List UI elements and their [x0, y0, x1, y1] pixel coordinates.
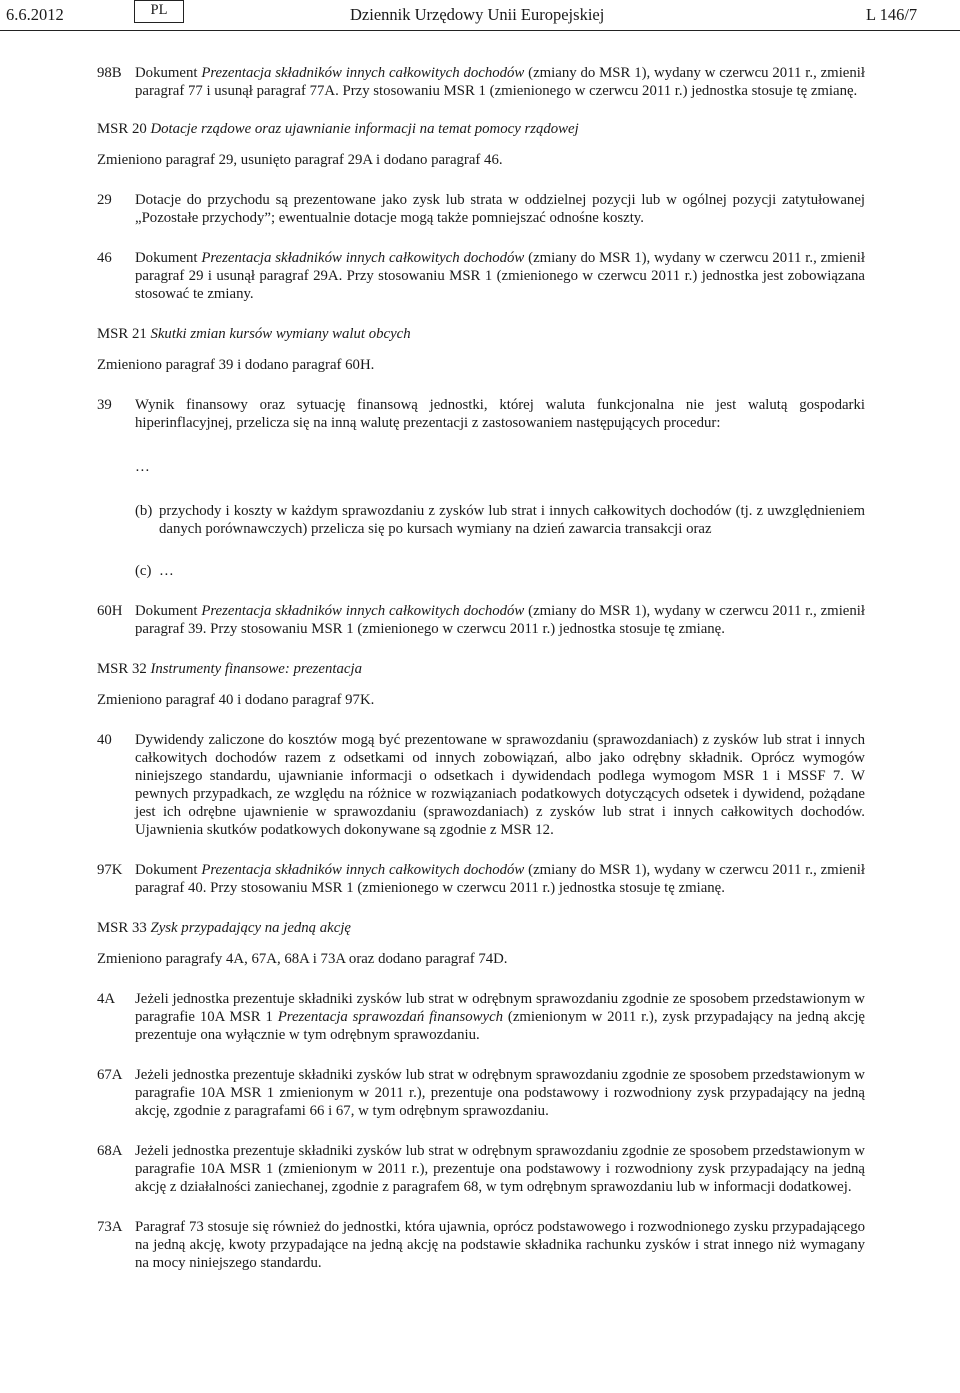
paragraph-text: [135, 602, 865, 638]
paragraph-number: 39: [97, 397, 112, 413]
paragraph-40: [97, 731, 865, 839]
paragraph-67a: [97, 1066, 865, 1120]
paragraph-98b: [97, 64, 865, 100]
paragraph-text: Wynik finansowy oraz sytuację finansową jednostki, której waluta funkcjonalna nie jest walutą gospodarki hiperinflacyjnej, przelicza się na inną walutę prezentacji z zastosowaniem następujących procedur:: [135, 397, 865, 431]
paragraph-60h: [97, 602, 865, 638]
paragraph-text: [135, 64, 865, 100]
indent-spacer: [97, 502, 135, 538]
language-box: PL: [134, 0, 184, 23]
paragraph-text: [135, 990, 865, 1044]
paragraph-46: [97, 249, 865, 303]
header-rule: [0, 30, 960, 31]
paragraph-73a: [97, 1218, 865, 1272]
paragraph-number: 60H: [97, 603, 123, 619]
paragraph-68a: [97, 1142, 865, 1196]
list-label: (b): [135, 503, 153, 519]
paragraph-number: 68A: [97, 1143, 123, 1159]
text-run: Dokument: [135, 862, 202, 878]
standard-code: MSR 21: [97, 326, 147, 342]
indent-spacer: [97, 562, 135, 580]
standard-title: Skutki zmian kursów wymiany walut obcych: [150, 326, 411, 342]
section-intro: Zmieniono paragraf 40 i dodano paragraf 97K.: [97, 692, 375, 708]
list-label: (c): [135, 563, 152, 579]
standard-code: MSR 20: [97, 121, 147, 137]
paragraph-number: 73A: [97, 1219, 123, 1235]
section-heading-msr21: [97, 325, 865, 343]
text-run: Jeżeli jednostka prezentuje składniki zysków lub strat w odrębnym sprawozdaniu zgodnie ze sposobem przedstawionym w paragrafie 10A MSR 1: [135, 991, 865, 1025]
paragraph-text: Jeżeli jednostka prezentuje składniki zysków lub strat w odrębnym sprawozdaniu zgodnie ze sposobem przedstawionym w paragrafie 10A MSR 1 (zmienionym w 2011 r.), prezentuje ona podstawowy i rozwodniony zysk przypadający na jedną akcję z działalności zaniechanej, zgodnie z paragrafem 68, w tym odrębnym sprawozdaniu lub w informacji dodatkowej.: [135, 1143, 865, 1195]
text-run: (zmienionym w 2011 r.), zysk przypadający na jedną akcję prezentuje ona wyłącznie w tym odrębnym sprawozdaniu.: [135, 1009, 865, 1043]
document-body: [97, 64, 865, 1272]
document-title-italic: Prezentacja składników innych całkowitych dochodów: [201, 603, 525, 619]
list-item: [135, 562, 865, 580]
paragraph-text: [135, 249, 865, 303]
paragraph-97k: [97, 861, 865, 897]
text-run: Dokument: [135, 603, 202, 619]
text-run: Dokument: [135, 65, 202, 81]
standard-code: MSR 32: [97, 661, 147, 677]
list-text: …: [159, 563, 174, 579]
paragraph-39: [97, 396, 865, 432]
section-heading-msr32: [97, 660, 865, 678]
list-item-row: [135, 502, 865, 538]
document-title-italic: Prezentacja składników innych całkowitych dochodów: [201, 862, 525, 878]
standard-title: Zysk przypadający na jedną akcję: [150, 920, 351, 936]
page-number: L 146/7: [866, 5, 918, 24]
paragraph-text: [135, 861, 865, 897]
document-title-italic: Prezentacja sprawozdań finansowych: [277, 1009, 504, 1025]
section-heading-msr20: [97, 120, 865, 138]
paragraph-number: 4A: [97, 991, 116, 1007]
text-run: (zmiany do MSR 1), wydany w czerwcu 2011 r., zmienił paragraf 40. Przy stosowaniu MSR 1 (zmienionego w czerwcu 2011 r.) jednostka stosuje tę zmianę.: [135, 862, 865, 896]
standard-code: MSR 33: [97, 920, 147, 936]
ellipsis: …: [135, 459, 150, 475]
standard-title: Dotacje rządowe oraz ujawnianie informacji na temat pomocy rządowej: [150, 121, 579, 137]
journal-title: Dziennik Urzędowy Unii Europejskiej: [350, 5, 605, 24]
text-run: Dokument: [135, 250, 202, 266]
paragraph-39-item-c: [97, 562, 865, 580]
section-intro: Zmieniono paragrafy 4A, 67A, 68A i 73A oraz dodano paragraf 74D.: [97, 951, 508, 967]
page-header: [0, 0, 960, 28]
paragraph-number: 98B: [97, 65, 122, 81]
standard-title: Instrumenty finansowe: prezentacja: [150, 661, 362, 677]
paragraph-number: 97K: [97, 862, 123, 878]
text-run: (zmiany do MSR 1), wydany w czerwcu 2011 r., zmienił paragraf 29 i usunął paragraf 29A. Przy stosowaniu MSR 1 (zmienionego w czerwcu 2011 r.) jednostka jest zobowiązana stosować te zmiany.: [135, 250, 865, 302]
paragraph-text: Paragraf 73 stosuje się również do jednostki, która ujawnia, oprócz podstawowego i rozwodnionego zysku przypadającego na jedną akcję, kwoty przypadające na jedną akcję na podstawie składnika rachunku zysków i strat innego niż wymagany na mocy niniejszego standardu.: [135, 1219, 865, 1271]
list-item: [135, 502, 865, 538]
paragraph-39-item-b: [97, 502, 865, 538]
paragraph-number: 29: [97, 192, 112, 208]
section-heading-msr33: [97, 919, 865, 937]
paragraph-number: 46: [97, 250, 112, 266]
header-date: 6.6.2012: [6, 5, 64, 24]
paragraph-29: [97, 191, 865, 227]
list-item-row: [135, 562, 865, 580]
section-intro: Zmieniono paragraf 39 i dodano paragraf 60H.: [97, 357, 375, 373]
paragraph-text: Dotacje do przychodu są prezentowane jako zysk lub strata w oddzielnej pozycji lub w ogólnej pozycji zatytułowanej „Pozostałe przychody”; ewentualnie dotacje mogą także pomniejszać odnośne koszty.: [135, 192, 865, 226]
section-intro: Zmieniono paragraf 29, usunięto paragraf 29A i dodano paragraf 46.: [97, 152, 503, 168]
document-title-italic: Prezentacja składników innych całkowitych dochodów: [201, 250, 525, 266]
text-run: (zmiany do MSR 1), wydany w czerwcu 2011 r., zmienił paragraf 39. Przy stosowaniu MSR 1 (zmienionego w czerwcu 2011 r.) jednostka stosuje tę zmianę.: [135, 603, 865, 637]
paragraph-text: Jeżeli jednostka prezentuje składniki zysków lub strat w odrębnym sprawozdaniu zgodnie ze sposobem przedstawionym w paragrafie 10A MSR 1 zmienionym w 2011 r.), prezentuje ona podstawowy i rozwodniony zysk przypadający na jedną akcję, zgodnie z paragrafami 66 i 67, w tym odrębnym sprawozdaniu.: [135, 1067, 865, 1119]
list-text: przychody i koszty w każdym sprawozdaniu z zysków lub strat i innych całkowitych dochodów (tj. z uwzględnieniem danych porównawczych) przelicza się po kursach wymiany na dzień zawarcia transakcji oraz: [159, 503, 865, 537]
paragraph-number: 40: [97, 732, 112, 748]
document-title-italic: Prezentacja składników innych całkowitych dochodów: [201, 65, 525, 81]
paragraph-4a: [97, 990, 865, 1044]
paragraph-number: 67A: [97, 1067, 123, 1083]
text-run: (zmiany do MSR 1), wydany w czerwcu 2011 r., zmienił paragraf 77 i usunął paragraf 77A. Przy stosowaniu MSR 1 (zmienionego w czerwcu 2011 r.) jednostka stosuje tę zmianę.: [135, 65, 865, 99]
paragraph-text: Dywidendy zaliczone do kosztów mogą być prezentowane w sprawozdaniu (sprawozdaniach) z zysków lub strat i innych całkowitych dochodów razem z odsetkami od innych zobowiązań, albo jako odrębny składnik. Oprócz wymogów niniejszego standardu, ujawnianie informacji o odsetkach i dywidendach podlega wymogom MSR 1 i MSSF 7. W pewnych przypadkach, ze względu na różnice w rozwiązaniach podatkowych dotyczących odsetek i dywidend, pożądane jest ich odrębne ujawnienie w sprawozdaniu (sprawozdaniach) z zysków lub strat i innych całkowitych dochodów. Ujawnienia skutków podatkowych dokonywane są zgodnie z MSR 12.: [135, 732, 865, 838]
